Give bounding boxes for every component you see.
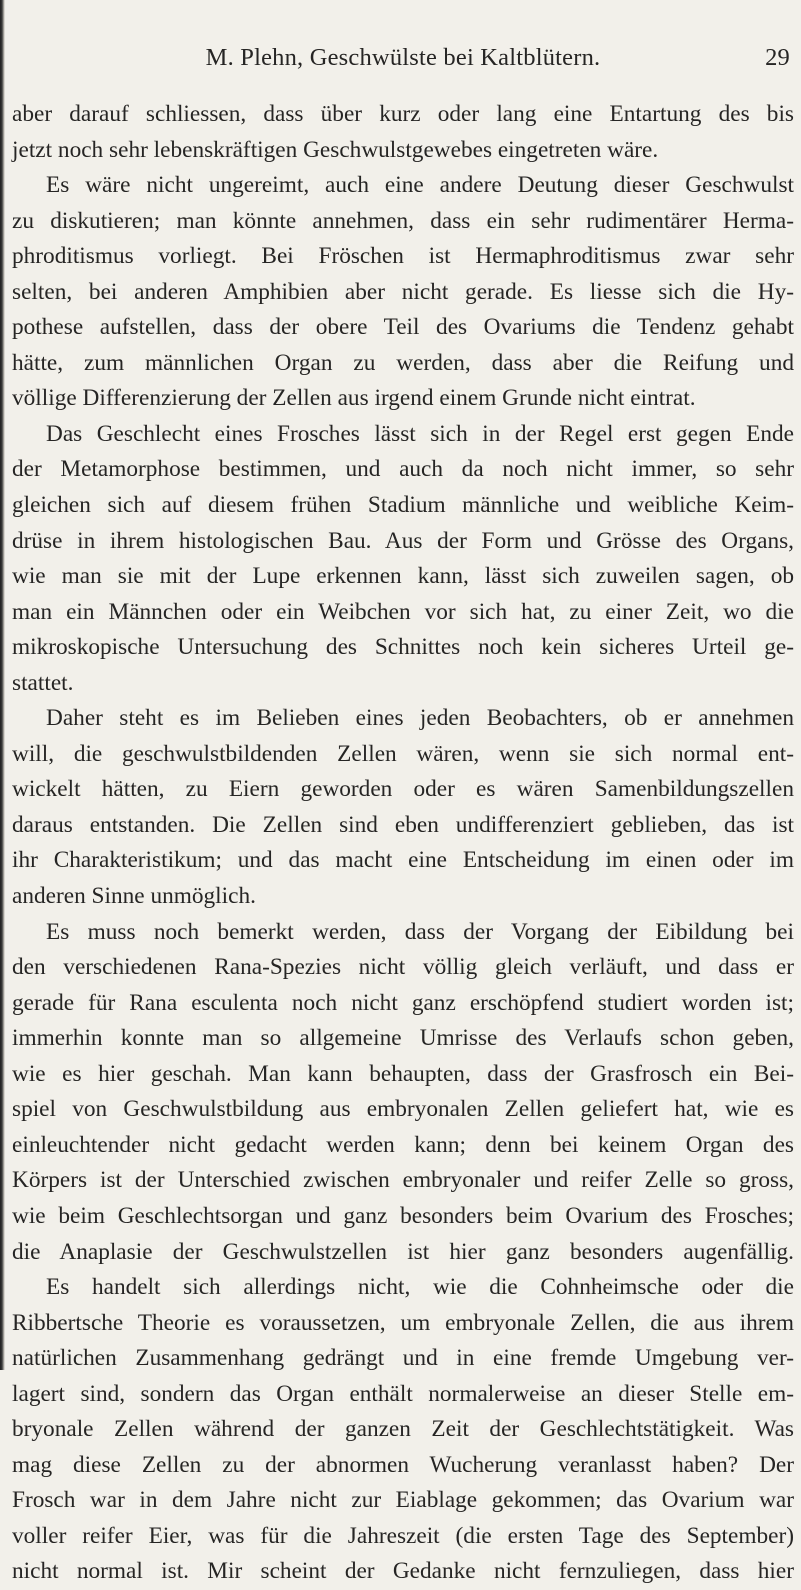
text-line: ihr Charakteristikum; und das macht eine Entscheidung im einen oder im xyxy=(12,847,794,874)
text-line: man ein Männchen oder ein Weibchen vor sich hat, zu einer Zeit, wo die xyxy=(12,598,794,625)
text-line: den verschiedenen Rana-Spezies nicht völlig gleich verläuft, und dass er xyxy=(12,954,794,981)
page-binding-edge xyxy=(0,0,5,1370)
text-line: wie beim Geschlechtsorgan und ganz besonders beim Ovarium des Frosches; xyxy=(12,1202,794,1229)
text-line: Daher steht es im Belieben eines jeden Beobachters, ob er annehmen xyxy=(46,705,794,732)
text-line: phroditismus vorliegt. Bei Fröschen ist Hermaphroditismus zwar sehr xyxy=(12,243,794,270)
text-line: voller reifer Eier, was für die Jahreszeit (die ersten Tage des September) xyxy=(12,1522,794,1549)
text-line: wickelt hätten, zu Eiern geworden oder es wären Samenbildungszellen xyxy=(12,776,794,803)
text-line: bryonale Zellen während der ganzen Zeit der Geschlechtstätigkeit. Was xyxy=(12,1416,794,1443)
text-line: mikroskopische Untersuchung des Schnittes noch kein sicheres Urteil ge- xyxy=(12,634,794,661)
text-line: lagert sind, sondern das Organ enthält normalerweise an dieser Stelle em- xyxy=(12,1380,794,1407)
text-line: gerade für Rana esculenta noch nicht ganz erschöpfend studiert worden ist; xyxy=(12,989,794,1016)
text-line: immerhin konnte man so allgemeine Umrisse des Verlaufs schon geben, xyxy=(12,1025,794,1052)
text-line: natürlichen Zusammenhang gedrängt und in eine fremde Umgebung ver- xyxy=(12,1345,794,1372)
text-line: wie es hier geschah. Man kann behaupten, dass der Grasfrosch ein Bei- xyxy=(12,1060,794,1087)
text-line: daraus entstanden. Die Zellen sind eben undifferenziert geblieben, das ist xyxy=(12,811,794,838)
text-line: Es muss noch bemerkt werden, dass der Vorgang der Eibildung bei xyxy=(46,918,794,945)
text-line: spiel von Geschwulstbildung aus embryonalen Zellen geliefert hat, wie es xyxy=(12,1096,794,1123)
text-line: Es wäre nicht ungereimt, auch eine andere Deutung dieser Geschwulst xyxy=(46,172,794,199)
text-line: Ribbertsche Theorie es voraussetzen, um embryonale Zellen, die aus ihrem xyxy=(12,1309,794,1336)
running-title: M. Plehn, Geschwülste bei Kaltblütern. xyxy=(205,44,601,71)
text-line: Körpers ist der Unterschied zwischen embryonaler und reifer Zelle so gross, xyxy=(12,1167,794,1194)
text-line: will, die geschwulstbildenden Zellen wären, wenn sie sich normal ent- xyxy=(12,740,794,767)
text-line: die Anaplasie der Geschwulstzellen ist hier ganz besonders augenfällig. xyxy=(12,1238,794,1265)
text-line: zu diskutieren; man könnte annehmen, dass ein sehr rudimentärer Herma- xyxy=(12,207,794,234)
text-line: gleichen sich auf diesem frühen Stadium männliche und weibliche Keim- xyxy=(12,492,794,519)
text-line: drüse in ihrem histologischen Bau. Aus der Form und Grösse des Organs, xyxy=(12,527,794,554)
text-line: stattet. xyxy=(12,669,74,696)
body-text xyxy=(12,97,794,1590)
page-number: 29 xyxy=(765,44,790,71)
text-line: jetzt noch sehr lebenskräftigen Geschwulstgewebes eingetreten wäre. xyxy=(12,136,659,163)
document-page xyxy=(12,0,794,1585)
text-line: aber darauf schliessen, dass über kurz oder lang eine Entartung des bis xyxy=(12,101,794,127)
text-line: selten, bei anderen Amphibien aber nicht gerade. Es liesse sich die Hy- xyxy=(12,278,794,305)
text-line: Das Geschlecht eines Frosches lässt sich in der Regel erst gegen Ende xyxy=(46,420,794,447)
text-line: Frosch war in dem Jahre nicht zur Eiablage gekommen; das Ovarium war xyxy=(12,1487,794,1514)
text-line: pothese aufstellen, dass der obere Teil des Ovariums die Tendenz gehabt xyxy=(12,314,794,341)
text-line: einleuchtender nicht gedacht werden kann; denn bei keinem Organ des xyxy=(12,1131,794,1158)
running-header xyxy=(12,44,794,74)
text-line: hätte, zum männlichen Organ zu werden, dass aber die Reifung und xyxy=(12,349,794,376)
text-line: der Metamorphose bestimmen, und auch da noch nicht immer, so sehr xyxy=(12,456,794,483)
text-line: anderen Sinne unmöglich. xyxy=(12,883,256,910)
text-line: wie man sie mit der Lupe erkennen kann, lässt sich zuweilen sagen, ob xyxy=(12,563,794,590)
text-line: Es handelt sich allerdings nicht, wie die Cohnheimsche oder die xyxy=(46,1274,794,1301)
text-line: nicht normal ist. Mir scheint der Gedanke nicht fernzuliegen, dass hier xyxy=(12,1558,794,1585)
text-line: mag diese Zellen zu der abnormen Wucherung veranlasst haben? Der xyxy=(12,1451,794,1478)
text-line: völlige Differenzierung der Zellen aus irgend einem Grunde nicht eintrat. xyxy=(12,385,696,412)
